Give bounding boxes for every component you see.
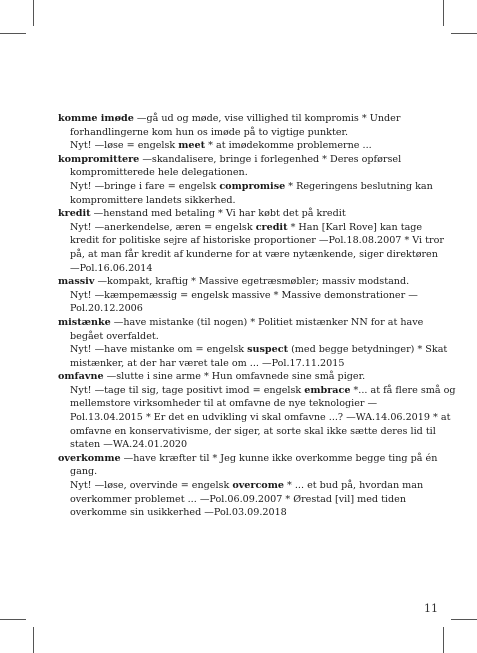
entry-text: mellemstore virksomheder til at omfavne de nye teknologier — bbox=[70, 398, 378, 410]
entry-line bbox=[58, 275, 442, 289]
entry-line bbox=[58, 166, 442, 180]
english-term: credit bbox=[255, 221, 288, 233]
headword: overkomme bbox=[58, 452, 121, 464]
entry-line bbox=[58, 370, 442, 384]
entry-text: overkommer problemet ... —Pol.06.09.2007 * Ørestad [vil] med tiden bbox=[70, 493, 407, 505]
dictionary-entry bbox=[58, 275, 442, 316]
entry-text: Nyt! —bringe i fare = engelsk bbox=[70, 180, 220, 192]
entry-line bbox=[58, 397, 442, 411]
english-term: embrace bbox=[304, 384, 351, 396]
entry-text: gang. bbox=[70, 466, 98, 478]
entry-text: —slutte i sine arme * Hun omfavnede sine små piger. bbox=[103, 371, 366, 383]
entry-text: —Pol.16.06.2014 bbox=[70, 262, 153, 274]
entry-line bbox=[58, 411, 451, 425]
dictionary-entries bbox=[58, 112, 456, 520]
dictionary-entry bbox=[58, 452, 442, 520]
entry-text: —gå ud og møde, vise villighed til kompromis * Under bbox=[133, 113, 401, 124]
crop-mark-top-left bbox=[33, 0, 34, 26]
entry-line bbox=[58, 139, 442, 153]
entry-line bbox=[58, 248, 442, 262]
entry-text: Nyt! —løse, overvinde = engelsk bbox=[70, 480, 233, 492]
dictionary-entry bbox=[58, 153, 442, 207]
dictionary-entry bbox=[58, 370, 456, 452]
crop-mark-bottom-left bbox=[33, 627, 34, 653]
entry-text: —have kræfter til * Jeg kunne ikke overkomme begge ting på én bbox=[120, 452, 438, 464]
entry-text: * Regeringens beslutning kan bbox=[285, 180, 433, 192]
headword: komme imøde bbox=[58, 113, 134, 124]
entry-line bbox=[58, 234, 442, 248]
entry-line bbox=[58, 112, 442, 126]
entry-text: kompromittere landets sikkerhed. bbox=[70, 194, 236, 206]
entry-line bbox=[58, 479, 442, 493]
entry-text: begået overfaldet. bbox=[70, 330, 159, 342]
entry-text: på, at man får kredit af kunderne for at være nytænkende, siger direktøren bbox=[70, 248, 438, 260]
entry-line bbox=[58, 262, 442, 276]
entry-line bbox=[58, 493, 442, 507]
headword: omfavne bbox=[58, 371, 104, 383]
english-term: meet bbox=[178, 140, 206, 152]
entry-text: Pol.20.12.2006 bbox=[70, 303, 143, 315]
entry-line bbox=[58, 207, 442, 221]
entry-line bbox=[58, 506, 442, 520]
crop-mark-top-left-h bbox=[0, 33, 26, 34]
entry-text: —kompakt, kraftig * Massive egetræsmøbler; massiv modstand. bbox=[94, 276, 410, 288]
entry-text: forhandlingerne kom hun os imøde på to vigtige punkter. bbox=[70, 126, 349, 138]
entry-line bbox=[58, 343, 448, 357]
entry-line bbox=[58, 126, 442, 140]
entry-line bbox=[58, 289, 442, 303]
crop-mark-bottom-left-h bbox=[0, 619, 26, 620]
page-number: 11 bbox=[424, 602, 438, 615]
entry-text: —henstand med betaling * Vi har købt det på kredit bbox=[90, 208, 346, 220]
entry-text: kompromitterede hele delegationen. bbox=[70, 167, 248, 179]
entry-line bbox=[58, 384, 456, 398]
entry-text: Pol.13.04.2015 * Er det en udvikling vi skal omfavne ...? —WA.14.06.2019 * at bbox=[70, 412, 451, 424]
crop-mark-bottom-right-h bbox=[451, 619, 477, 620]
entry-line bbox=[58, 425, 442, 439]
headword: mistænke bbox=[58, 316, 111, 328]
english-term: suspect bbox=[247, 344, 289, 356]
dictionary-entry bbox=[58, 207, 442, 275]
entry-line bbox=[58, 194, 442, 208]
entry-text: staten —WA.24.01.2020 bbox=[70, 439, 188, 451]
entry-text: Nyt! —tage til sig, tage positivt imod = engelsk bbox=[70, 384, 305, 396]
entry-line bbox=[58, 316, 442, 330]
english-term: overcome bbox=[232, 480, 284, 492]
headword: kredit bbox=[58, 208, 91, 220]
entry-text: —have mistanke (til nogen) * Politiet mistænker NN for at have bbox=[110, 316, 424, 328]
entry-text: Nyt! —kæmpemæssig = engelsk massive * Massive demonstrationer — bbox=[70, 289, 418, 301]
headword: kompromittere bbox=[58, 153, 140, 165]
entry-text: Nyt! —anerkendelse, æren = engelsk bbox=[70, 221, 256, 233]
entry-text: overkomme sin usikkerhed —Pol.03.09.2018 bbox=[70, 507, 287, 519]
crop-mark-top-right bbox=[443, 0, 444, 26]
dictionary-entry bbox=[58, 316, 448, 370]
english-term: compromise bbox=[219, 180, 286, 192]
entry-line bbox=[58, 357, 442, 371]
entry-text: Nyt! —løse = engelsk bbox=[70, 140, 179, 152]
entry-text: * Han [Karl Rove] kan tage bbox=[287, 221, 423, 233]
headword: massiv bbox=[58, 276, 95, 288]
entry-text: —skandalisere, bringe i forlegenhed * Deres opførsel bbox=[139, 153, 402, 165]
entry-line bbox=[58, 180, 442, 194]
entry-text: Nyt! —have mistanke om = engelsk bbox=[70, 344, 248, 356]
entry-text: * ... et bud på, hvordan man bbox=[283, 480, 424, 492]
entry-line bbox=[58, 153, 442, 167]
crop-mark-bottom-right bbox=[443, 627, 444, 653]
entry-text: kredit for politiske sejre af historiske proportioner —Pol.18.08.2007 * Vi tror bbox=[70, 235, 444, 247]
entry-line bbox=[58, 302, 442, 316]
entry-line bbox=[58, 438, 442, 452]
entry-text: * at imødekomme problemerne ... bbox=[205, 140, 372, 152]
entry-line bbox=[58, 330, 442, 344]
dictionary-entry bbox=[58, 112, 442, 153]
entry-text: omfavne en konservativisme, der siger, at sorte skal ikke sætte deres lid til bbox=[70, 425, 436, 437]
entry-text: *... at få flere små og bbox=[350, 384, 456, 396]
entry-line bbox=[58, 465, 442, 479]
entry-text: (med begge betydninger) * Skat bbox=[288, 344, 448, 356]
crop-mark-top-right-h bbox=[451, 33, 477, 34]
entry-line bbox=[58, 221, 442, 235]
entry-text: mistænker, at der har været tale om ... —Pol.17.11.2015 bbox=[70, 357, 345, 369]
entry-line bbox=[58, 452, 442, 466]
